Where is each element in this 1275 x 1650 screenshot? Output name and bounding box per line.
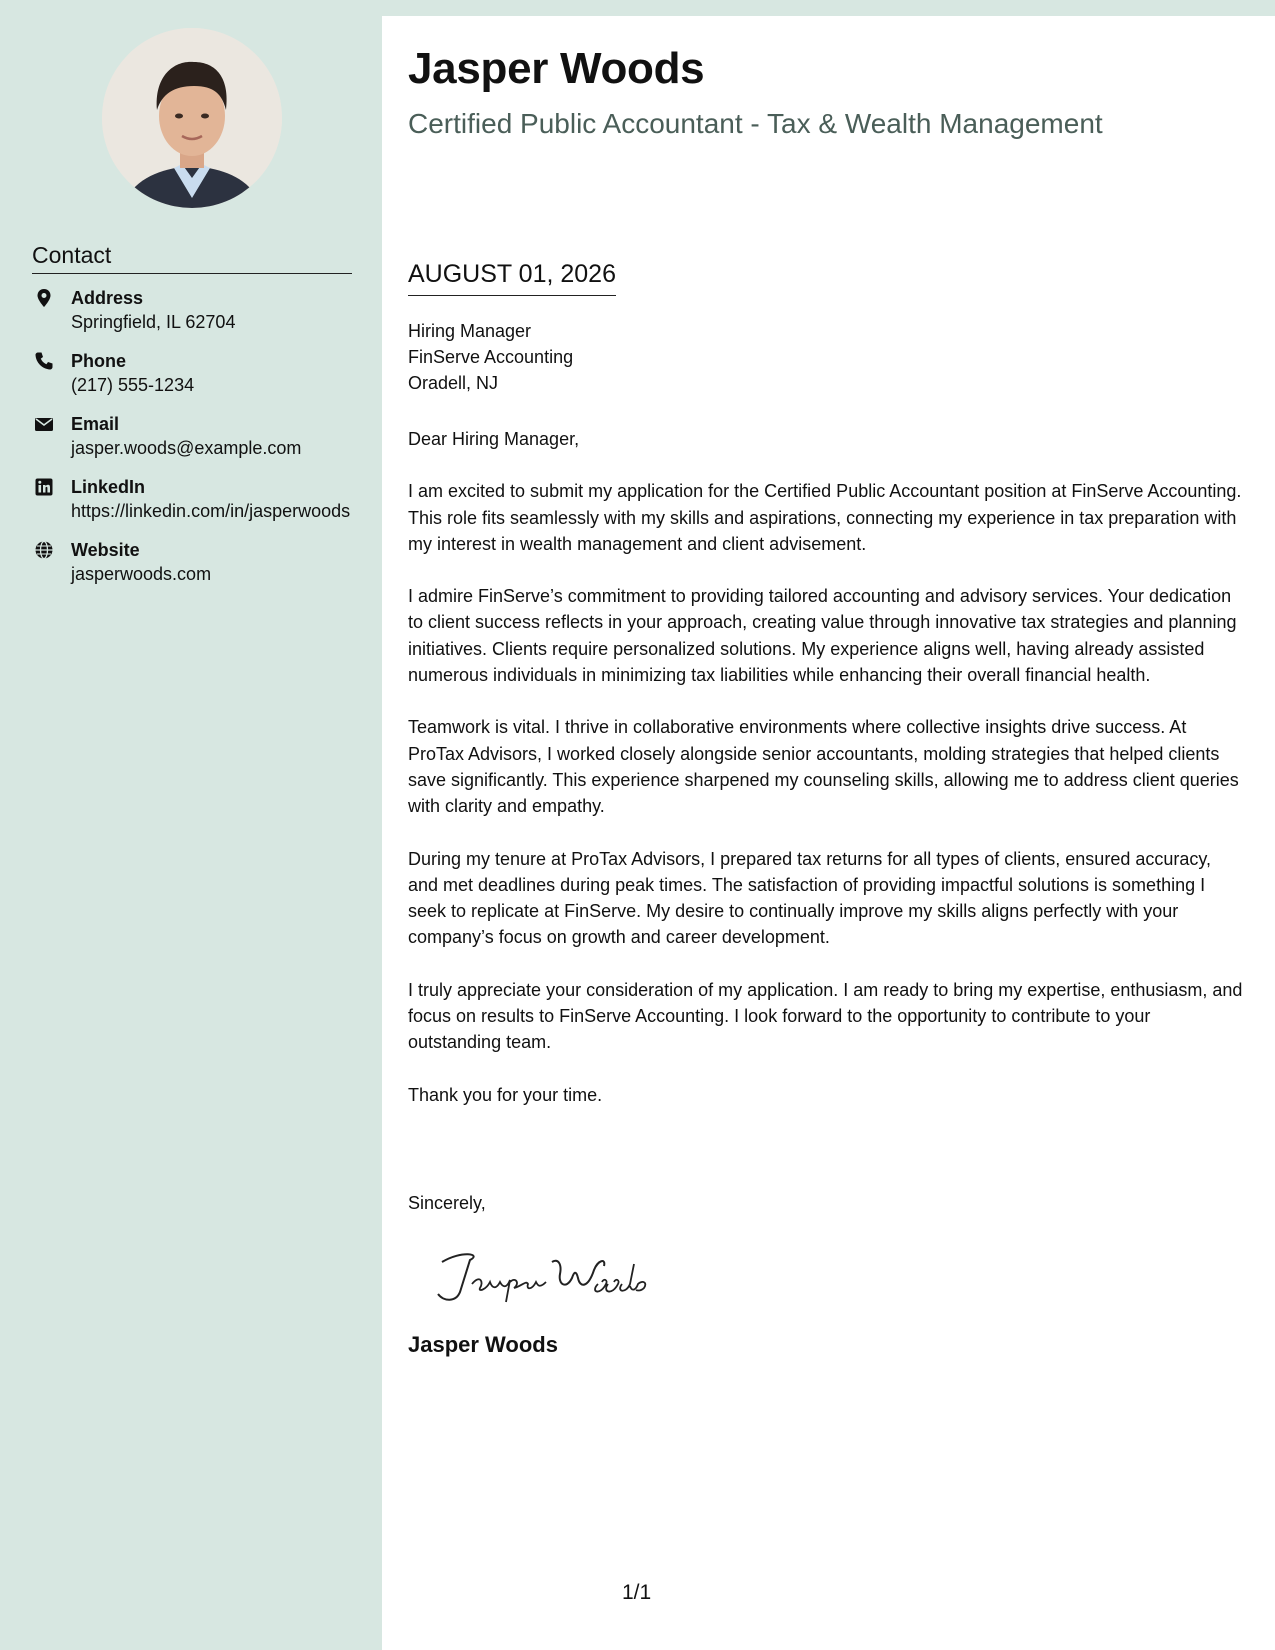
profile-photo-art bbox=[102, 28, 282, 208]
website-label: Website bbox=[71, 540, 140, 560]
recipient-company: FinServe Accounting bbox=[408, 347, 574, 367]
contact-item-phone bbox=[32, 349, 352, 398]
letter-panel bbox=[382, 16, 1275, 1650]
letter-date: AUGUST 01, 2026 bbox=[408, 260, 616, 296]
linkedin-icon bbox=[34, 477, 54, 497]
address-label: Address bbox=[71, 288, 144, 308]
contact-item-email bbox=[32, 412, 352, 461]
email-value[interactable]: jasper.woods@example.com bbox=[71, 438, 302, 458]
recipient-title: Hiring Manager bbox=[408, 321, 532, 341]
sidebar bbox=[0, 0, 382, 1650]
recipient-location: Oradell, NJ bbox=[408, 373, 499, 393]
page-number: 1/1 bbox=[622, 1581, 652, 1604]
contact-list bbox=[32, 286, 352, 601]
website-value[interactable]: jasperwoods.com bbox=[71, 564, 212, 584]
location-pin-icon bbox=[34, 288, 54, 308]
linkedin-value[interactable]: https://linkedin.com/in/jasperwoods bbox=[71, 501, 351, 521]
contact-item-address bbox=[32, 286, 352, 335]
phone-icon bbox=[34, 351, 54, 371]
closing: Sincerely, bbox=[408, 1193, 486, 1213]
globe-icon bbox=[34, 540, 54, 560]
candidate-name: Jasper Woods bbox=[408, 44, 705, 93]
contact-heading: Contact bbox=[32, 242, 352, 274]
contact-item-website bbox=[32, 538, 352, 587]
phone-value: (217) 555-1234 bbox=[71, 375, 195, 395]
phone-label: Phone bbox=[71, 351, 127, 371]
signature-image bbox=[422, 1240, 662, 1310]
paragraph-2: I admire FinServe’s commitment to providing tailored accounting and advisory services. Your dedication to client success reflects in your approach, creating value through innovative tax strategies and planning initiatives. Clients require personalized solutions. My experience aligns well, having already assisted numerous individuals in minimizing tax liabilities while enhancing their overall financial health. bbox=[408, 586, 1237, 686]
paragraph-5: I truly appreciate your consideration of my application. I am ready to bring my expertise, enthusiasm, and focus on results to FinServe Accounting. I look forward to the opportunity to contribute to your outstanding team. bbox=[408, 979, 1243, 1053]
candidate-title: Certified Public Accountant - Tax & Wealth Management bbox=[408, 108, 1103, 139]
profile-photo bbox=[102, 28, 282, 208]
recipient-block bbox=[408, 318, 573, 396]
envelope-icon bbox=[34, 414, 54, 434]
contact-item-linkedin bbox=[32, 475, 352, 524]
paragraph-4: During my tenure at ProTax Advisors, I prepared tax returns for all types of clients, ensured accuracy, and met deadlines during peak times. The satisfaction of providing impactful solutions is something I seek to replicate at FinServe. My desire to continually improve my skills aligns perfectly with your company’s focus on growth and career development. bbox=[408, 848, 1212, 948]
letter-body bbox=[408, 426, 1246, 1134]
salutation: Dear Hiring Manager, bbox=[408, 429, 580, 449]
paragraph-1: I am excited to submit my application for the Certified Public Accountant position at FinServe Accounting. This role fits seamlessly with my skills and aspirations, connecting my experience in tax preparation with my interest in wealth management and client advisement. bbox=[408, 481, 1242, 554]
signer-name: Jasper Woods bbox=[408, 1332, 558, 1357]
linkedin-label: LinkedIn bbox=[71, 477, 146, 497]
email-label: Email bbox=[71, 414, 120, 434]
paragraph-6: Thank you for your time. bbox=[408, 1084, 603, 1105]
paragraph-3: Teamwork is vital. I thrive in collaborative environments where collective insights drive success. At ProTax Advisors, I worked closely alongside senior accountants, molding strategies that helped clients save significantly. This experience sharpened my counseling skills, allowing me to address client queries with clarity and empathy. bbox=[408, 717, 1239, 817]
address-value: Springfield, IL 62704 bbox=[71, 312, 236, 332]
